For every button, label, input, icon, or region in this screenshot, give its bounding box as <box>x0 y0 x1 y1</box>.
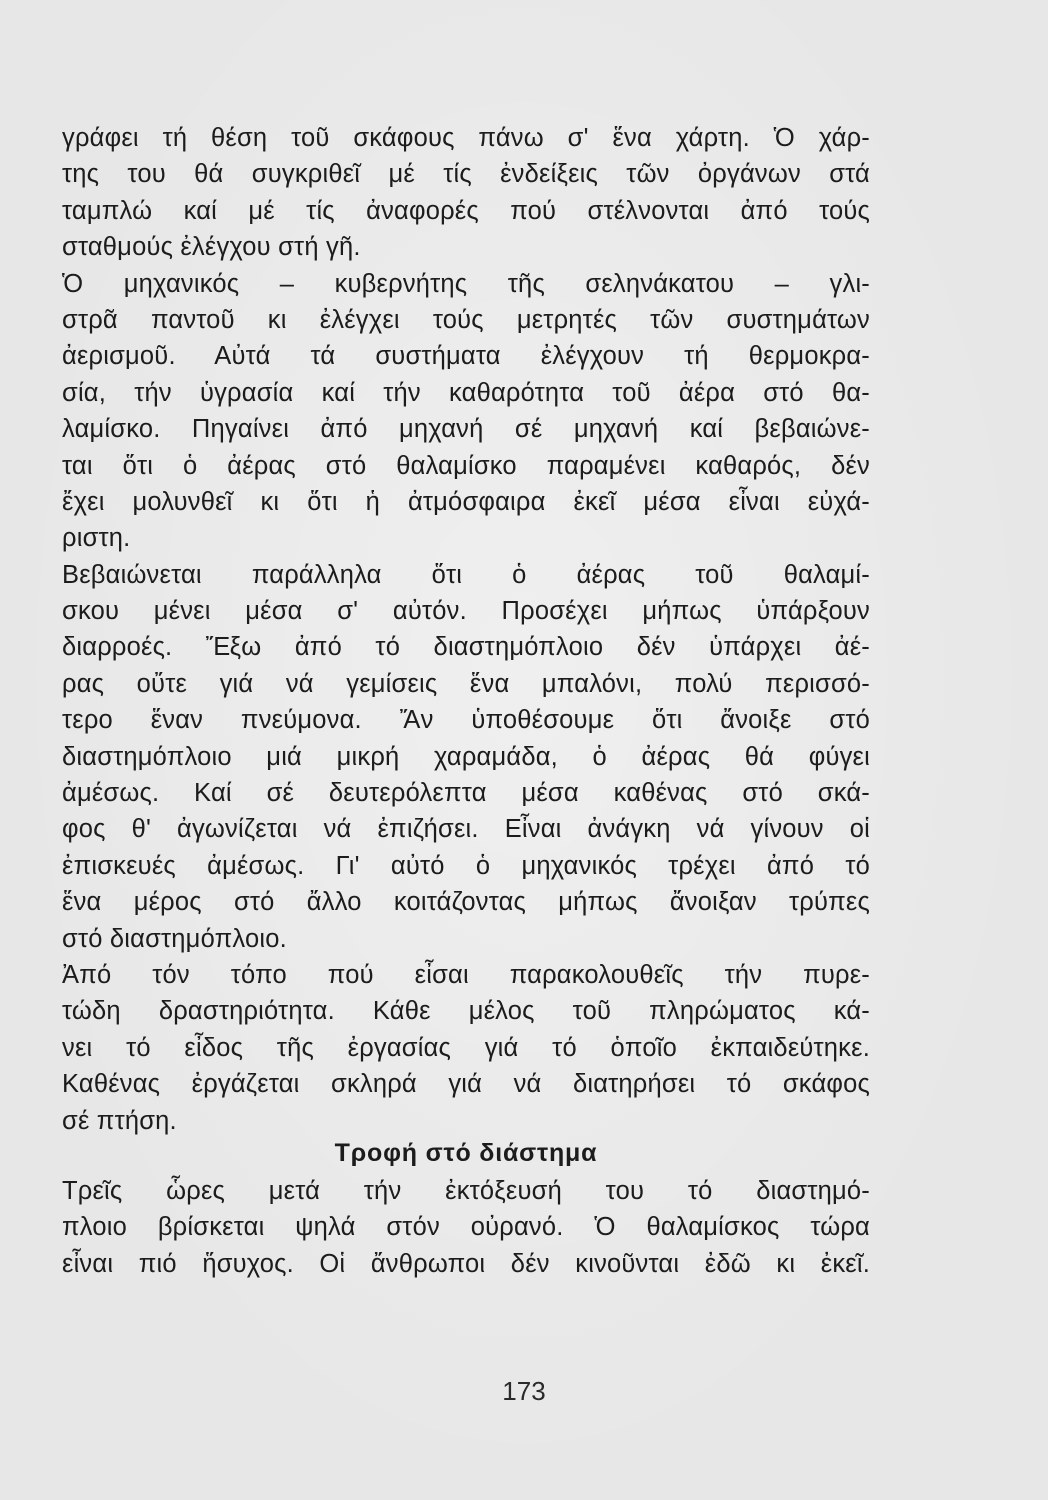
text-line: στρᾶ παντοῦ κι ἐλέγχει τούς μετρητές τῶν συστημάτων <box>62 305 870 334</box>
text-line: ταμπλώ καί μέ τίς ἀναφορές πού στέλνονται ἀπό τούς <box>62 196 870 225</box>
text-line: σία, τήν ὑγρασία καί τήν καθαρότητα τοῦ ἀέρα στό θα- <box>62 378 870 407</box>
text-line: ται ὅτι ὁ ἀέρας στό θαλαμίσκο παραμένει καθαρός, δέν <box>62 451 870 480</box>
text-line: Ἀπό τόν τόπο πού εἶσαι παρακολουθεῖς τήν πυρε- <box>62 960 870 989</box>
text-line: ριστη. <box>62 524 131 553</box>
text-line: νει τό εἶδος τῆς ἐργασίας γιά τό ὁποῖο ἐκπαιδεύτηκε. <box>62 1033 870 1062</box>
text-line: σέ πτήση. <box>62 1106 177 1135</box>
text-line: ἔχει μολυνθεῖ κι ὅτι ἡ ἀτμόσφαιρα ἐκεῖ μέσα εἶναι εὐχά- <box>62 487 870 516</box>
section-text <box>62 1173 870 1282</box>
text-line: σκου μένει μέσα σ' αὐτόν. Προσέχει μήπως ὑπάρξουν <box>62 597 870 626</box>
text-line: πλοιο βρίσκεται ψηλά στόν οὐρανό. Ὁ θαλαμίσκος τώρα <box>62 1213 870 1242</box>
text-line: σταθμούς ἐλέγχου στή γῆ. <box>62 233 361 262</box>
text-line: τώδη δραστηριότητα. Κάθε μέλος τοῦ πληρώματος κά- <box>62 997 870 1026</box>
text-line: τερο ἕναν πνεύμονα. Ἄν ὑποθέσουμε ὅτι ἄνοιξε στό <box>62 706 870 735</box>
text-line: ἕνα μέρος στό ἄλλο κοιτάζοντας μήπως ἄνοιξαν τρύπες <box>62 888 870 917</box>
text-line: στό διαστημόπλοιο. <box>62 924 287 953</box>
text-line: ἐπισκευές ἀμέσως. Γι' αὐτό ὁ μηχανικός τρέχει ἀπό τό <box>62 851 870 880</box>
text-line: λαμίσκο. Πηγαίνει ἀπό μηχανή σέ μηχανή καί βεβαιώνε- <box>62 415 870 444</box>
text-line: Καθένας ἐργάζεται σκληρά γιά νά διατηρήσει τό σκάφος <box>62 1070 870 1099</box>
text-line: Τρεῖς ὧρες μετά τήν ἐκτόξευσή του τό διαστημό- <box>62 1177 870 1205</box>
text-line: ρας οὔτε γιά νά γεμίσεις ἕνα μπαλόνι, πολύ περισσό- <box>62 669 870 698</box>
text-line: ἀερισμοῦ. Αὐτά τά συστήματα ἐλέγχουν τή θερμοκρα- <box>62 342 870 371</box>
text-line: διαρροές. Ἔξω ἀπό τό διαστημόπλοιο δέν ὑπάρχει ἀέ- <box>62 633 870 662</box>
text-line: φος θ' ἀγωνίζεται νά ἐπιζήσει. Εἶναι ἀνάγκη νά γίνουν οἱ <box>62 815 870 844</box>
text-line: διαστημόπλοιο μιά μικρή χαραμάδα, ὁ ἀέρας θά φύγει <box>62 742 870 771</box>
text-line: Ὁ μηχανικός – κυβερνήτης τῆς σεληνάκατου – γλι- <box>62 269 870 298</box>
page-number: 173 <box>502 1376 546 1406</box>
section-heading: Τροφή στό διάστημα <box>334 1139 598 1167</box>
text-line: εἶναι πιό ἥσυχος. Οἱ ἄνθρωποι δέν κινοῦνται ἐδῶ κι ἐκεῖ. <box>62 1249 870 1278</box>
text-line: ἀμέσως. Καί σέ δευτερόλεπτα μέσα καθένας στό σκά- <box>62 779 870 808</box>
body-text <box>62 120 870 1139</box>
text-line: γράφει τή θέση τοῦ σκάφους πάνω σ' ἕνα χάρτη. Ὁ χάρ- <box>62 124 870 152</box>
text-line: της του θά συγκριθεῖ μέ τίς ἐνδείξεις τῶν ὀργάνων στά <box>62 160 870 189</box>
text-line: Βεβαιώνεται παράλληλα ὅτι ὁ ἀέρας τοῦ θαλαμί- <box>62 560 870 589</box>
